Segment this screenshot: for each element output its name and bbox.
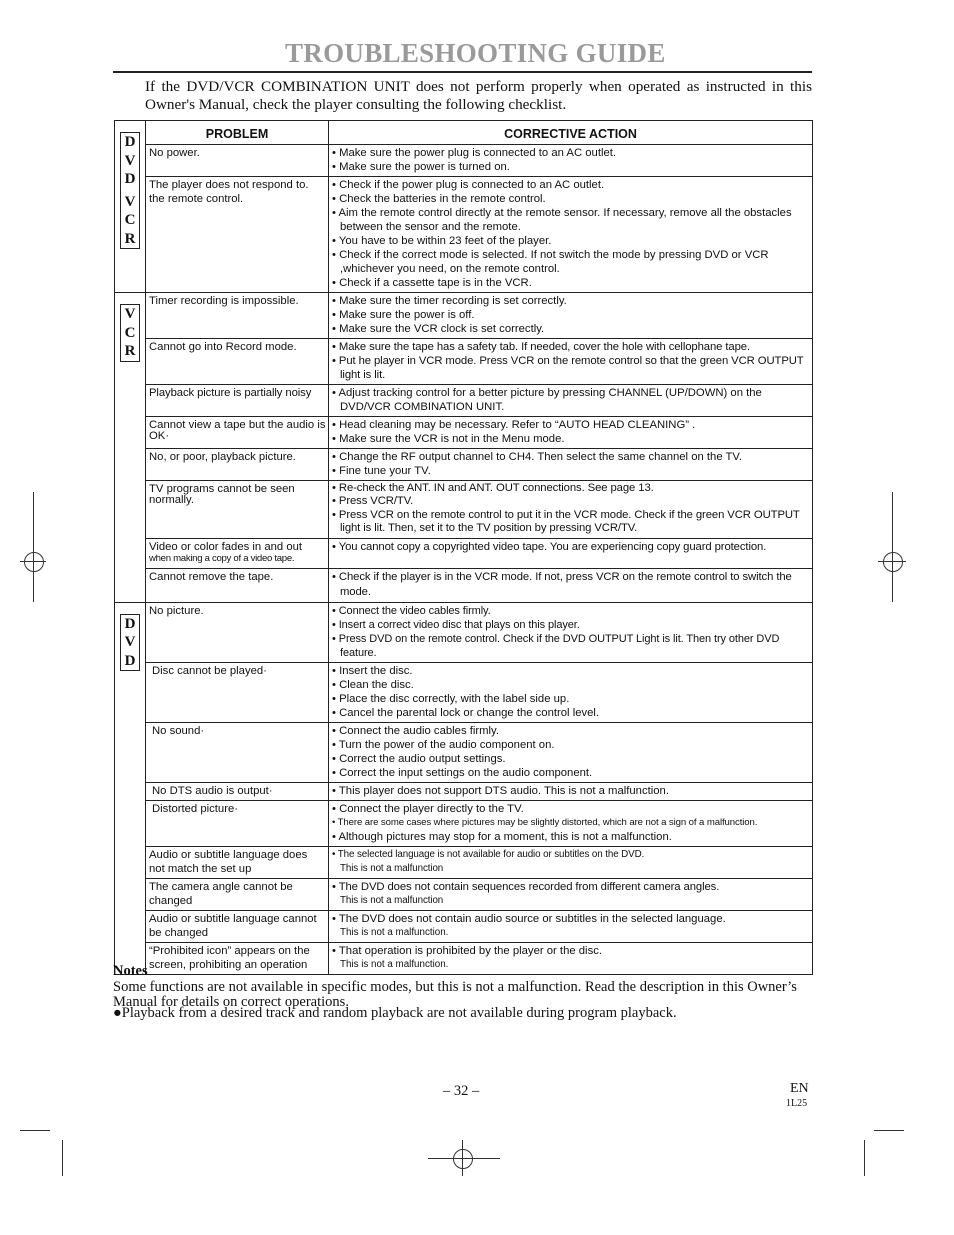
table-row — [115, 293, 813, 339]
table-row — [115, 538, 813, 568]
table-row — [115, 878, 813, 910]
section-dvd-vcr — [115, 121, 146, 293]
action-cell: • Connect the video cables firmly. • Insert a correct video disc that plays on this player. • Press DVD on the remote control. Check if the DVD OUTPUT Light is lit. Then try other DVD feature. — [329, 602, 813, 662]
problem-cell: No, or poor, playback picture. — [146, 449, 329, 481]
model-code: 1L25 — [786, 1098, 808, 1109]
notes-bullet: ●Playback from a desired track and random playback are not available during program playback. — [113, 1005, 677, 1021]
action-cell: • The DVD does not contain audio source or subtitles in the selected language. This is not a malfunction. — [329, 910, 813, 942]
table-row — [115, 782, 813, 800]
table-row — [115, 417, 813, 449]
table-row — [115, 942, 813, 974]
action-cell: • Check if the player is in the VCR mode. If not, press VCR on the remote control to switch the mode. — [329, 568, 813, 602]
problem-cell: Audio or subtitle language does not match the set up — [146, 846, 329, 878]
problem-cell: The player does not respond to. the remote control. — [146, 177, 329, 293]
page-title: TROUBLESHOOTING GUIDE — [285, 38, 666, 68]
troubleshooting-table — [114, 120, 813, 975]
problem-cell: No DTS audio is output· — [146, 782, 329, 800]
table-row — [115, 800, 813, 846]
problem-cell: Cannot remove the tape. — [146, 568, 329, 602]
action-cell: • Change the RF output channel to CH4. Then select the same channel on the TV. • Fine tune your TV. — [329, 449, 813, 481]
section-label-vcr: V C R — [120, 304, 140, 362]
action-cell: • Make sure the tape has a safety tab. If needed, cover the hole with cellophane tape. • Put he player in VCR mode. Press VCR on the remote control so that the green VCR OUTPUT light is lit. — [329, 339, 813, 385]
problem-cell: Cannot view a tape but the audio is OK· — [146, 417, 329, 449]
notes-heading: Notes — [113, 963, 148, 979]
problem-cell: Distorted picture· — [146, 800, 329, 846]
notes-text: Some functions are not available in specific modes, but this is not a malfunction. Read the description in this Owner’s Manual for details on correct operations. — [113, 979, 797, 1010]
action-cell: • Make sure the power plug is connected to an AC outlet. • Make sure the power is turned on. — [329, 145, 813, 177]
action-cell: • This player does not support DTS audio. This is not a malfunction. — [329, 782, 813, 800]
problem-cell: No power. — [146, 145, 329, 177]
table-row — [115, 722, 813, 782]
action-cell: • The selected language is not available for audio or subtitles on the DVD. This is not a malfunction — [329, 846, 813, 878]
table-row — [115, 385, 813, 417]
table-row — [115, 568, 813, 602]
table-row — [115, 910, 813, 942]
action-cell: • You cannot copy a copyrighted video tape. You are experiencing copy guard protection. — [329, 538, 813, 568]
intro-paragraph: If the DVD/VCR COMBINATION UNIT does not perform properly when operated as instructed in this Owner's Manual, check the player consulting the following checklist. — [145, 78, 812, 113]
action-cell: • The DVD does not contain sequences recorded from different camera angles. This is not a malfunction — [329, 878, 813, 910]
problem-cell: Playback picture is partially noisy — [146, 385, 329, 417]
page-number: – 32 – — [443, 1083, 480, 1099]
action-cell: • Connect the player directly to the TV. • There are some cases where pictures may be slightly distorted, which are not a sign of a malfunction. • Although pictures may stop for a moment, this is not a malfunction. — [329, 800, 813, 846]
table-row — [115, 339, 813, 385]
table-row — [115, 449, 813, 481]
section-label-dvd: D V D — [120, 614, 140, 672]
action-cell: • Re-check the ANT. IN and ANT. OUT connections. See page 13. • Press VCR/TV. • Press VCR on the remote control to put it in the VCR mode. Check if the green VCR OUTPUT light is lit. Then, set it to the TV position by pressing VCR/TV. — [329, 481, 813, 539]
action-cell: • Check if the power plug is connected to an AC outlet. • Check the batteries in the remote control. • Aim the remote control directly at the remote sensor. If necessary, remove all the obstacles between the sensor and the remote. • You have to be within 23 feet of the player. • Check if the correct mode is selected. If not switch the mode by pressing DVD or VCR ,whichever you need, on the remote control. • Check if a cassette tape is in the VCR. — [329, 177, 813, 293]
header-problem: PROBLEM — [146, 121, 329, 145]
section-vcr — [115, 293, 146, 603]
problem-cell: Timer recording is impossible. — [146, 293, 329, 339]
language-code: EN — [790, 1081, 809, 1096]
header-corrective-action: CORRECTIVE ACTION — [329, 121, 813, 145]
action-cell: • That operation is prohibited by the player or the disc. This is not a malfunction. — [329, 942, 813, 974]
section-label-dvd-vcr: D V D V C R — [120, 132, 140, 249]
problem-cell: Audio or subtitle language cannot be changed — [146, 910, 329, 942]
table-header-row — [115, 121, 813, 145]
action-cell: • Head cleaning may be necessary. Refer to “AUTO HEAD CLEANING” . • Make sure the VCR is not in the Menu mode. — [329, 417, 813, 449]
problem-cell: Disc cannot be played· — [146, 662, 329, 722]
table-row — [115, 145, 813, 177]
problem-cell: The camera angle cannot be changed — [146, 878, 329, 910]
section-dvd — [115, 602, 146, 974]
table-row — [115, 602, 813, 662]
problem-cell: Cannot go into Record mode. — [146, 339, 329, 385]
action-cell: • Connect the audio cables firmly. • Turn the power of the audio component on. • Correct the audio output settings. • Correct the input settings on the audio component. — [329, 722, 813, 782]
action-cell: • Adjust tracking control for a better picture by pressing CHANNEL (UP/DOWN) on the DVD/VCR COMBINATION UNIT. — [329, 385, 813, 417]
table-row — [115, 481, 813, 539]
table-row — [115, 662, 813, 722]
title-rule — [113, 71, 812, 73]
table-row — [115, 846, 813, 878]
problem-cell: No picture. — [146, 602, 329, 662]
table-row — [115, 177, 813, 293]
action-cell: • Make sure the timer recording is set correctly. • Make sure the power is off. • Make sure the VCR clock is set correctly. — [329, 293, 813, 339]
problem-cell: “Prohibited icon” appears on the screen, prohibiting an operation — [146, 942, 329, 974]
problem-cell: TV programs cannot be seen normally. — [146, 481, 329, 539]
problem-cell: Video or color fades in and out when making a copy of a video tape. — [146, 538, 329, 568]
problem-cell: No sound· — [146, 722, 329, 782]
action-cell: • Insert the disc. • Clean the disc. • Place the disc correctly, with the label side up. • Cancel the parental lock or change the control level. — [329, 662, 813, 722]
